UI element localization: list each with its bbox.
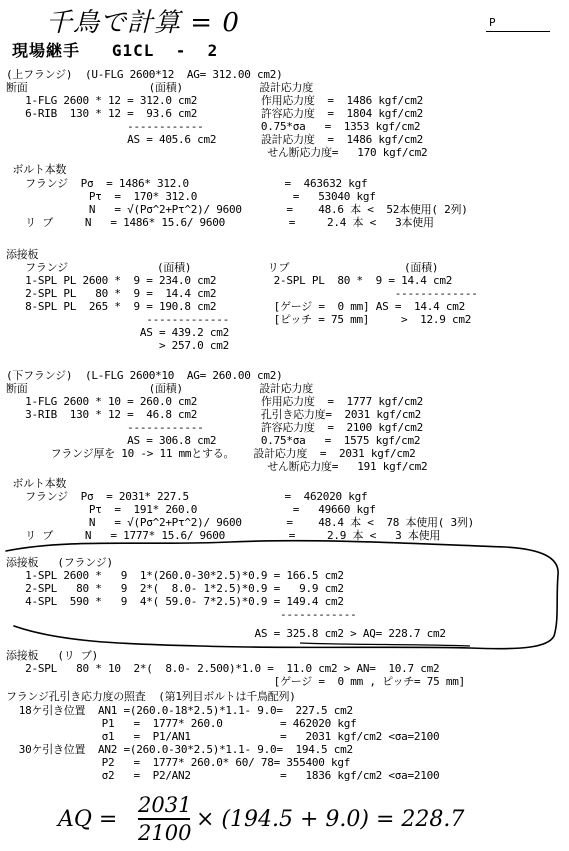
lower-line: AS = 325.8 cm2 > AQ= 228.7 cm2 [6, 627, 446, 640]
lower-line: ------------ 許容応力度 = 2100 kgf/cm2 [6, 421, 423, 434]
lower-line: N = √(Pσ^2+Pτ^2)/ 9600 = 48.4 本 < 78 本使用( 3列) [6, 516, 474, 529]
upper-line: ------------ 0.75*σa = 1353 kgf/cm2 [6, 120, 421, 133]
hand-drawn-loop [6, 541, 558, 649]
handwritten-note-top: 千鳥で計算 = 0 [46, 8, 240, 38]
lower-line: 1-FLG 2600 * 10 = 260.0 cm2 作用応力度 = 1777 kgf/cm2 [6, 395, 423, 408]
lower-line: せん断応力度= 191 kgf/cm2 [6, 460, 428, 473]
lower-line: σ2 = P2/AN2 = 1836 kgf/cm2 <σa=2100 [6, 769, 440, 782]
lower-line: AS = 306.8 cm2 0.75*σa = 1575 kgf/cm2 [6, 434, 421, 447]
upper-line: 1-FLG 2600 * 12 = 312.0 cm2 作用応力度 = 1486 kgf/cm2 [6, 94, 423, 107]
lower-line: [ゲージ = 0 mm , ピッチ= 75 mm] [6, 675, 465, 688]
lower-line: フランジ厚を 10 -> 11 mmとする。 設計応力度 = 2031 kgf/cm2 [6, 447, 416, 460]
upper-line: (上フランジ) (U-FLG 2600*12 AG= 312.00 cm2) [6, 68, 283, 81]
upper-line: 断面 (面積) 設計応力度 [6, 81, 314, 94]
upper-line: 6-RIB 130 * 12 = 93.6 cm2 許容応力度 = 1804 kgf/cm2 [6, 107, 423, 120]
upper-line: Pτ = 170* 312.0 = 53040 kgf [6, 190, 376, 203]
upper-line: 1-SPL PL 2600 * 9 = 234.0 cm2 2-SPL PL 80 * 9 = 14.4 cm2 [6, 274, 453, 287]
formula-numerator: 2031 [138, 793, 192, 817]
lower-line: 18ケ引き位置 AN1 =(260.0-18*2.5)*1.1- 9.0= 227.5 cm2 [6, 704, 353, 717]
formula-denominator: 2100 [138, 821, 192, 845]
upper-line: N = √(Pσ^2+Pτ^2)/ 9600 = 48.6 本 < 52本使用( 2列) [6, 203, 468, 216]
lower-line: 添接板 (リ ブ) [6, 649, 98, 662]
upper-line: フランジ Pσ = 1486* 312.0 = 463632 kgf [6, 177, 368, 190]
lower-line: 2-SPL 80 * 10 2*( 8.0- 2.500)*1.0 = 11.0 cm2 > AN= 10.7 cm2 [6, 662, 440, 675]
upper-line: AS = 439.2 cm2 [6, 326, 230, 339]
upper-line: フランジ (面積) リブ (面積) [6, 261, 439, 274]
upper-line: ------------- [ピッチ = 75 mm] > 12.9 cm2 [6, 313, 472, 326]
lower-line: 3-RIB 130 * 12 = 46.8 cm2 孔引き応力度= 2031 kgf/cm2 [6, 408, 421, 421]
lower-line: P1 = 1777* 260.0 = 462020 kgf [6, 717, 357, 730]
hand-drawn-underline [300, 643, 470, 646]
page-label: P [489, 16, 496, 29]
lower-line: ------------ [6, 608, 357, 621]
lower-line: (下フランジ) (L-FLG 2600*10 AG= 260.00 cm2) [6, 369, 283, 382]
lower-line: リ ブ N = 1777* 15.6/ 9600 = 2.9 本 < 3 本使用 [6, 529, 441, 542]
lower-line: ボルト本数 [6, 477, 67, 490]
upper-line: 添接板 [6, 248, 39, 261]
page-title: 現場継手 G1CL - 2 [12, 41, 219, 60]
lower-line: フランジ Pσ = 2031* 227.5 = 462020 kgf [6, 490, 368, 503]
lower-line: フランジ孔引き応力度の照査 (第1列目ボルトは千鳥配列) [6, 690, 296, 703]
upper-line: せん断応力度= 170 kgf/cm2 [6, 146, 428, 159]
formula-lhs: AQ = [58, 807, 118, 832]
formula-fraction [138, 793, 190, 845]
upper-line: 8-SPL PL 265 * 9 = 190.8 cm2 [ゲージ = 0 mm] AS = 14.4 cm2 [6, 300, 465, 313]
lower-line: 添接板 (フランジ) [6, 556, 113, 569]
lower-line: σ1 = P1/AN1 = 2031 kgf/cm2 <σa=2100 [6, 730, 440, 743]
formula-rhs: × (194.5 + 9.0) = 228.7 [196, 807, 465, 832]
lower-line: P2 = 1777* 260.0* 60/ 78= 355400 kgf [6, 756, 351, 769]
lower-line: Pτ = 191* 260.0 = 49660 kgf [6, 503, 376, 516]
lower-line: 30ケ引き位置 AN2 =(260.0-30*2.5)*1.1- 9.0= 194.5 cm2 [6, 743, 353, 756]
lower-line: 2-SPL 80 * 9 2*( 8.0- 1*2.5)*0.9 = 9.9 cm2 [6, 582, 344, 595]
lower-line: 断面 (面積) 設計応力度 [6, 382, 314, 395]
upper-line: ボルト本数 [6, 163, 67, 176]
lower-line: 1-SPL 2600 * 9 1*(260.0-30*2.5)*0.9 = 166.5 cm2 [6, 569, 344, 582]
lower-line: 4-SPL 590 * 9 4*( 59.0- 7*2.5)*0.9 = 149.4 cm2 [6, 595, 344, 608]
upper-line: AS = 405.6 cm2 設計応力度 = 1486 kgf/cm2 [6, 133, 423, 146]
upper-line: > 257.0 cm2 [6, 339, 230, 352]
upper-line: リ ブ N = 1486* 15.6/ 9600 = 2.4 本 < 3本使用 [6, 216, 434, 229]
fraction-bar [138, 818, 190, 820]
upper-line: 2-SPL PL 80 * 9 = 14.4 cm2 ------------- [6, 287, 478, 300]
